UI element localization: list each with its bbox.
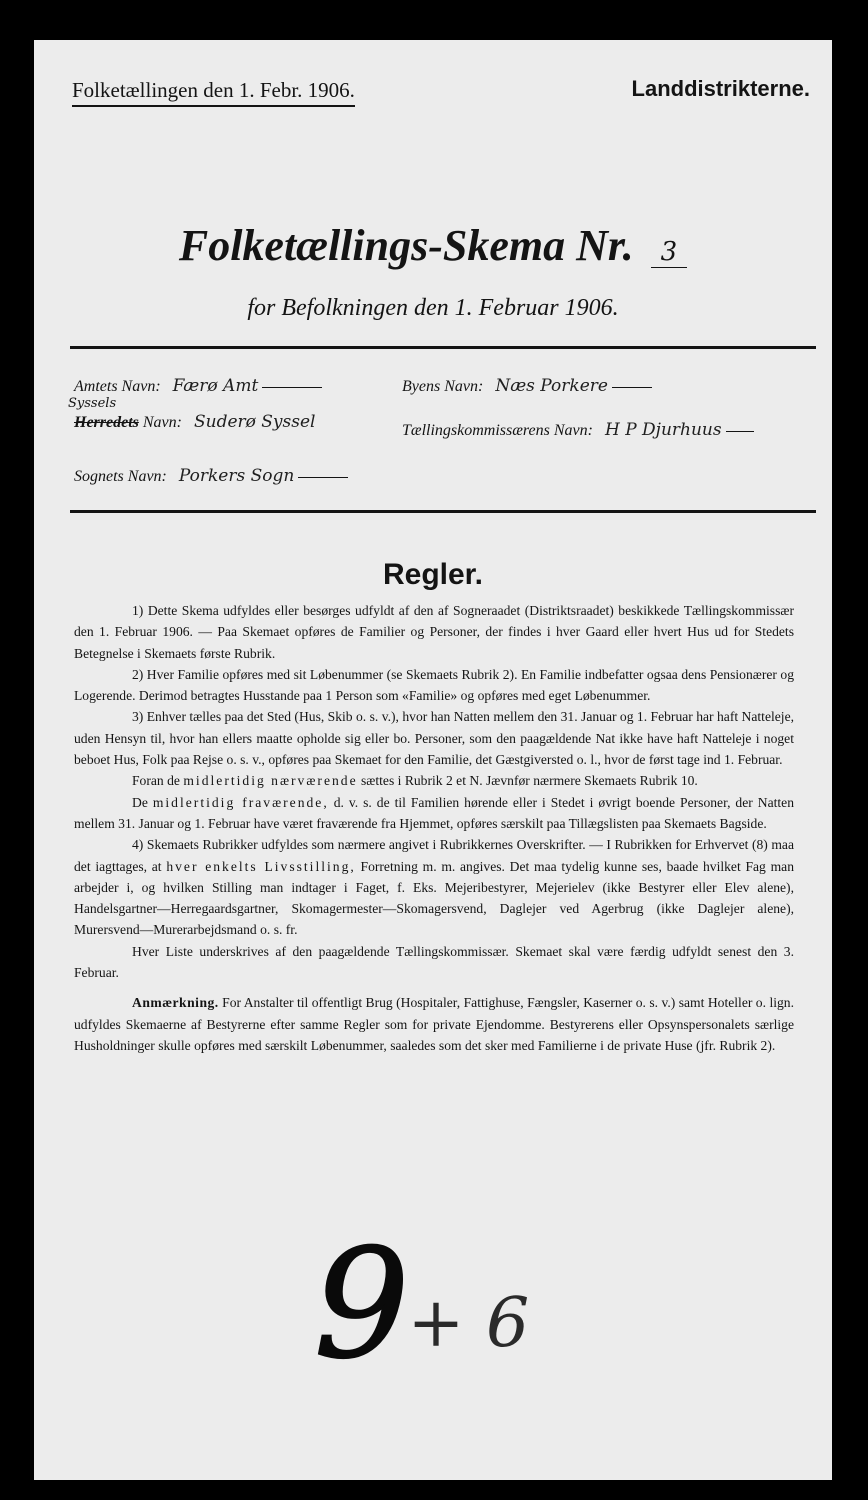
rule-4-b: hver enkelts Livsstilling, [166, 858, 356, 874]
form-subtitle: for Befolkningen den 1. Februar 1906. [247, 295, 619, 321]
byen-field [402, 376, 652, 396]
form-title [34, 220, 832, 271]
amt-underline [262, 387, 322, 388]
amt-value: Færø Amt [172, 376, 259, 396]
note-text: For Anstalter til offentligt Brug (Hospitaler, Fattighuse, Fængsler, Kaserner o. s. v.) samt Hoteller o. lign. udfyldes Skemaerne af Bestyrerne efter samme Regler som for private Ejendomme. Bestyrerens eller Opsynspersonalets særlige Husholdninger skulle opføres med særskilt Løbenummer, saaledes som det sker med Familierne i de private Huse (jfr. Rubrik 2). [74, 995, 794, 1053]
district-type-header: Landdistrikterne. [631, 76, 810, 101]
herred-value: Suderø Syssel [193, 412, 316, 432]
rule-2: 2) Hver Familie opføres med sit Løbenummer (se Skemaets Rubrik 2). En Familie indbefatter ogsaa dens Pensionærer og Logerende. Derimod betragtes Husstande paa 1 Person som «Familie» og opføres med eget Løbenummer. [74, 666, 794, 704]
handwritten-count-big: 9 [314, 1218, 410, 1392]
sogn-label: Sognets Navn: [74, 468, 167, 485]
sogn-field [74, 466, 348, 486]
kommissaer-label: Tællingskommissærens Navn: [402, 422, 593, 439]
amt-label: Amtets Navn: [74, 378, 161, 395]
note-label: Anmærkning. [132, 995, 219, 1011]
handwritten-tally [314, 1218, 530, 1392]
kommissaer-field [402, 420, 754, 440]
sogn-underline [298, 477, 348, 478]
rule-1: 1) Dette Skema udfyldes eller besørges udfyldt af den af Sogneraadet (Distriktsraadet) beskikkede Tællingskommissær den 1. Februar 1906. — Paa Skemaet opføres de Familier og Personer, der findes i hver Gaard eller hvert Hus ud for Stedets Betegnelse i Skemaets første Rubrik. [74, 603, 794, 661]
rules-heading: Regler. [382, 558, 484, 591]
kommissaer-value: H P Djurhuus [604, 420, 722, 440]
census-date-header: Folketællingen den 1. Febr. 1906. [72, 78, 355, 107]
rule-3-present-b: midlertidig nærværende [183, 773, 358, 789]
sogn-value: Porkers Sogn [178, 466, 295, 486]
form-number: 3 [651, 237, 688, 268]
rule-3-present [74, 770, 794, 791]
rule-3-absent-a: De [132, 794, 148, 810]
rule-4 [74, 834, 794, 940]
rule-3-present-a: Foran de [132, 773, 180, 789]
byen-underline [612, 387, 652, 388]
rule-3-present-c: sættes i Rubrik 2 et N. Jævnfør nærmere Skemaets Rubrik 10. [361, 773, 698, 789]
rule-3-absent-b: midlertidig fraværende, [152, 794, 329, 810]
byen-label: Byens Navn: [402, 378, 484, 395]
herred-field [68, 396, 316, 432]
form-title-text: Folketællings-Skema Nr. [178, 221, 634, 270]
kommissaer-underline [726, 431, 754, 432]
herred-label: Navn: [142, 414, 182, 431]
rule-signature: Hver Liste underskrives af den paagældende Tællingskommissær. Skemaet skal være færdig udfyldt senest den 3. Februar. [74, 943, 794, 981]
census-form-page [34, 40, 832, 1480]
top-divider [70, 346, 816, 349]
annotation-note [74, 992, 794, 1056]
herred-insert: Syssels [68, 396, 117, 411]
rule-4-a: 4) Skemaets Rubrikker udfyldes som nærmere angivet i Rubrikkernes Overskrifter. — I Rubrikken for Erhvervet (8) maa det iagttages, at [74, 837, 794, 874]
handwritten-count-small: + 6 [407, 1284, 530, 1363]
bottom-divider [70, 510, 816, 513]
amt-field [74, 376, 322, 396]
rule-3-absent [74, 792, 794, 835]
herred-struck: Herredets [74, 414, 139, 431]
rule-4-c: Forretning m. m. angives. Det maa tydelig kunne ses, baade hvilket Fag man arbejder i, og hvilken Stilling man indtager i Faget, f. Eks. Mejeribestyrer, Mejerielev (ikke Bestyrer eller Elev alene), Handelsgartner—Herregaardsgartner, Skomagermester—Skomagersvend, Daglejer ved Agerbrug (ikke Daglejer alene), Murersvend—Murerarbejdsmand o. s. fr. [74, 858, 794, 938]
herred-label-group [68, 396, 139, 432]
rule-3-absent-c: d. v. s. de til Familien hørende eller i Stedet i øvrigt boende Personer, der Natten mellem 31. Januar og 1. Februar have været fraværende fra Hjemmet, opføres særskilt paa Tillægslisten paa Skemaets Bagside. [74, 794, 794, 831]
rule-3: 3) Enhver tælles paa det Sted (Hus, Skib o. s. v.), hvor han Natten mellem den 31. Januar og 1. Februar har haft Natteleje, uden Hensyn til, hvor han ellers maatte opholde sig eller bo. Personer, som den paagældende Nat ikke have haft Natteleje i noget beboet Hus, Folk paa Rejse o. s. v., opføres paa Skemaet for den Familie, det Gæstgiversted o. l., hvor de først tage ind 1. Februar. [74, 709, 794, 768]
byen-value: Næs Porkere [495, 376, 608, 396]
rules-body [74, 600, 794, 1056]
